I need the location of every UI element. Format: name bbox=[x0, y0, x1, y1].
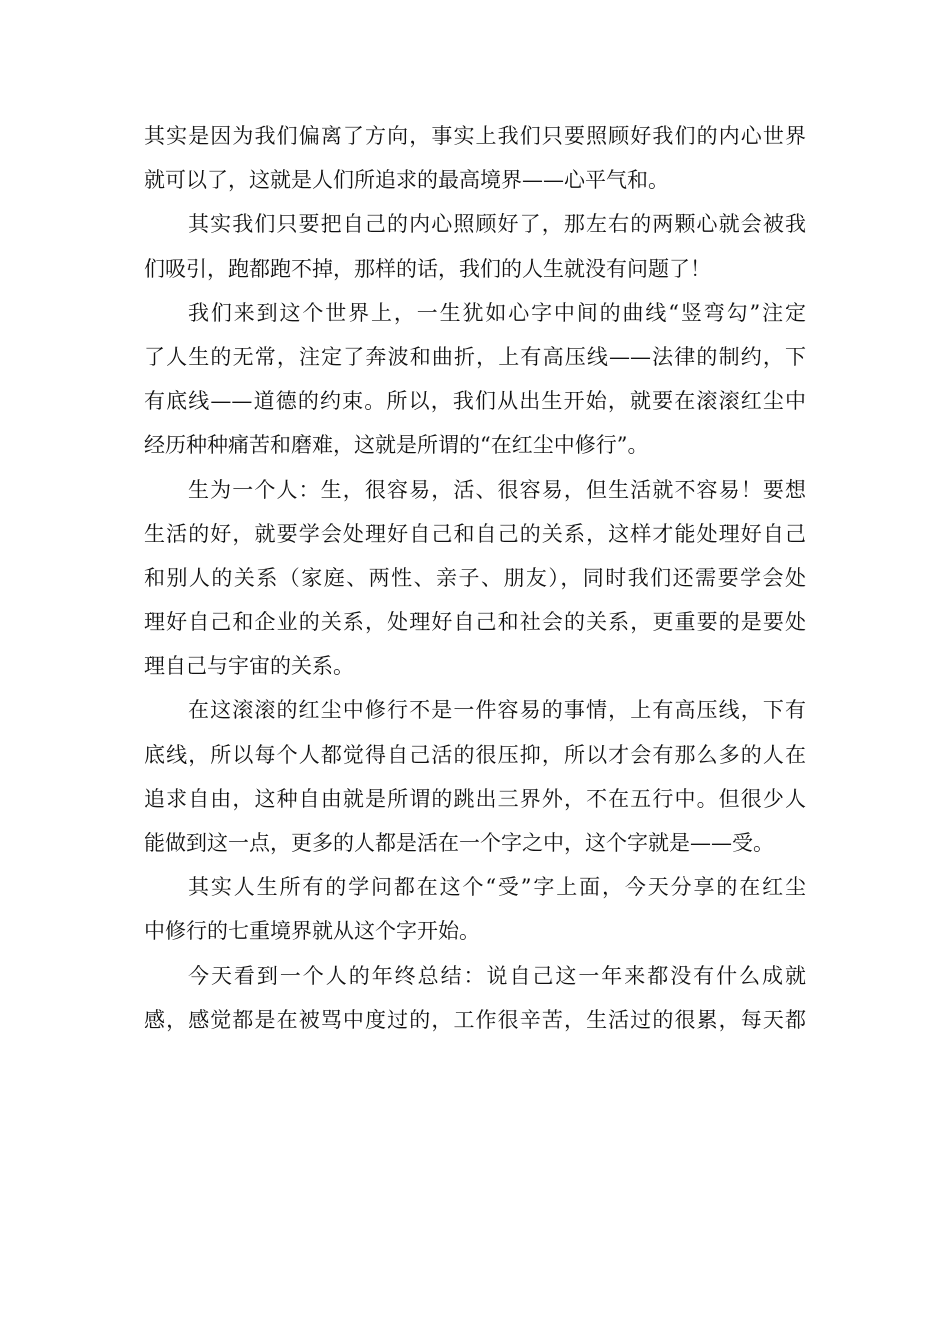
text-line: 经历种种痛苦和磨难，这就是所谓的“在红尘中修行”。 bbox=[144, 433, 649, 458]
text-line: 在这滚滚的红尘中修行不是一件容易的事情，上有高压线，下有 bbox=[188, 698, 806, 723]
text-line: 们吸引，跑都跑不掉，那样的话，我们的人生就没有问题了！ bbox=[144, 256, 711, 281]
paragraph bbox=[144, 114, 806, 202]
text-line: 底线，所以每个人都觉得自己活的很压抑，所以才会有那么多的人在 bbox=[144, 742, 806, 767]
text-line: 就可以了，这就是人们所追求的最高境界——心平气和。 bbox=[144, 168, 669, 193]
paragraph bbox=[144, 954, 806, 1042]
text-line: 追求自由，这种自由就是所谓的跳出三界外，不在五行中。但很少人 bbox=[144, 786, 806, 811]
text-line: 了人生的无常，注定了奔波和曲折，上有高压线——法律的制约，下 bbox=[144, 344, 806, 369]
paragraph bbox=[144, 865, 806, 953]
text-line: 其实我们只要把自己的内心照顾好了，那左右的两颗心就会被我 bbox=[188, 212, 806, 237]
text-line: 有底线——道德的约束。所以，我们从出生开始，就要在滚滚红尘中 bbox=[144, 389, 806, 414]
paragraph bbox=[144, 202, 806, 290]
text-line: 其实是因为我们偏离了方向，事实上我们只要照顾好我们的内心世界 bbox=[144, 124, 806, 148]
paragraph bbox=[144, 468, 806, 689]
text-line: 中修行的七重境界就从这个字开始。 bbox=[144, 919, 480, 944]
text-line: 我们来到这个世界上，一生犹如心字中间的曲线“竖弯勾”注定 bbox=[188, 300, 806, 325]
text-line: 生为一个人：生，很容易，活、很容易，但生活就不容易！要想 bbox=[188, 477, 806, 502]
paragraph bbox=[144, 291, 806, 468]
body-text bbox=[144, 114, 806, 1042]
text-line: 和别人的关系（家庭、两性、亲子、朋友），同时我们还需要学会处 bbox=[144, 565, 806, 590]
text-line: 今天看到一个人的年终总结：说自己这一年来都没有什么成就 bbox=[188, 963, 806, 988]
text-line: 理好自己和企业的关系，处理好自己和社会的关系，更重要的是要处 bbox=[144, 610, 806, 635]
text-line: 理自己与宇宙的关系。 bbox=[144, 654, 354, 679]
text-line: 感，感觉都是在被骂中度过的，工作很辛苦，生活过的很累，每天都 bbox=[144, 1007, 806, 1032]
paragraph bbox=[144, 688, 806, 865]
text-line: 能做到这一点，更多的人都是活在一个字之中，这个字就是——受。 bbox=[144, 831, 774, 855]
text-line: 生活的好，就要学会处理好自己和自己的关系，这样才能处理好自己 bbox=[144, 521, 806, 546]
text-line: 其实人生所有的学问都在这个“受”字上面，今天分享的在红尘 bbox=[188, 875, 806, 900]
